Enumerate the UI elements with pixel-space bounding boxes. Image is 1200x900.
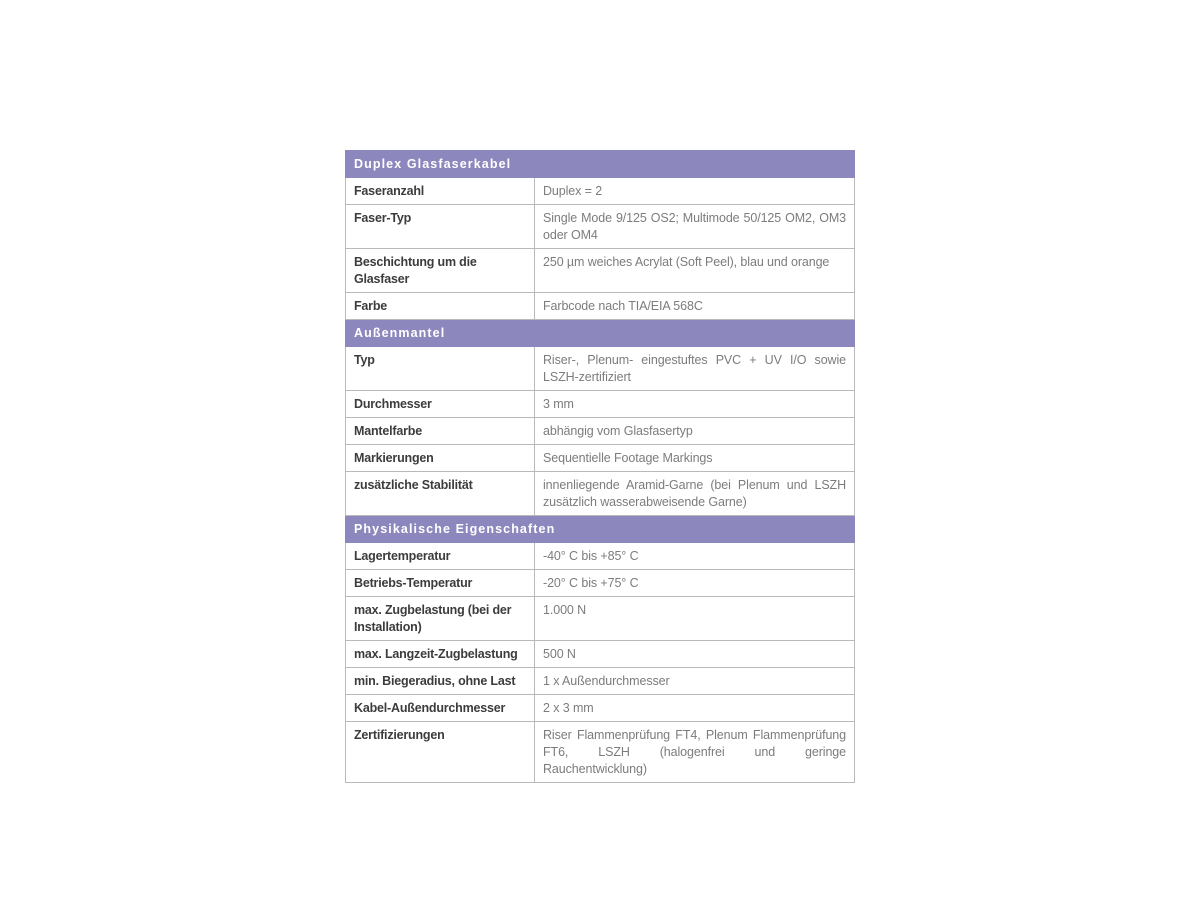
row-label: max. Langzeit-Zugbelastung bbox=[346, 641, 535, 668]
row-label: Typ bbox=[346, 347, 535, 391]
row-value: innenliegende Aramid-Garne (bei Plenum und LSZH zusätzlich wasserabweisende Garne) bbox=[535, 472, 855, 516]
table-row bbox=[346, 178, 855, 205]
row-label: Faser-Typ bbox=[346, 205, 535, 249]
row-label: max. Zugbelastung (bei der Installation) bbox=[346, 597, 535, 641]
table-row bbox=[346, 641, 855, 668]
section-title: Duplex Glasfaserkabel bbox=[346, 151, 855, 178]
row-value: -20° C bis +75° C bbox=[535, 570, 855, 597]
row-value: Duplex = 2 bbox=[535, 178, 855, 205]
row-value: 3 mm bbox=[535, 391, 855, 418]
table-row bbox=[346, 543, 855, 570]
row-value: Riser-, Plenum- eingestuftes PVC + UV I/O sowie LSZH-zertifiziert bbox=[535, 347, 855, 391]
row-label: Betriebs-Temperatur bbox=[346, 570, 535, 597]
table-row bbox=[346, 418, 855, 445]
table-row bbox=[346, 597, 855, 641]
row-value: Farbcode nach TIA/EIA 568C bbox=[535, 293, 855, 320]
table-row bbox=[346, 293, 855, 320]
table-row bbox=[346, 391, 855, 418]
row-value: Riser Flammenprüfung FT4, Plenum Flammenprüfung FT6, LSZH (halogenfrei und geringe Rauchentwicklung) bbox=[535, 722, 855, 783]
row-value: 250 µm weiches Acrylat (Soft Peel), blau und orange bbox=[535, 249, 855, 293]
row-value: 500 N bbox=[535, 641, 855, 668]
row-label: zusätzliche Stabilität bbox=[346, 472, 535, 516]
row-value: 2 x 3 mm bbox=[535, 695, 855, 722]
table-row bbox=[346, 570, 855, 597]
section-header-duplex bbox=[346, 151, 855, 178]
row-label: Lagertemperatur bbox=[346, 543, 535, 570]
row-value: 1.000 N bbox=[535, 597, 855, 641]
row-value: Single Mode 9/125 OS2; Multimode 50/125 OM2, OM3 oder OM4 bbox=[535, 205, 855, 249]
row-value: Sequentielle Footage Markings bbox=[535, 445, 855, 472]
row-label: Durchmesser bbox=[346, 391, 535, 418]
section-header-aussenmantel bbox=[346, 320, 855, 347]
row-label: Zertifizierungen bbox=[346, 722, 535, 783]
table-row bbox=[346, 445, 855, 472]
row-label: Mantelfarbe bbox=[346, 418, 535, 445]
section-header-physikalische-eigenschaften bbox=[346, 516, 855, 543]
section-title: Physikalische Eigenschaften bbox=[346, 516, 855, 543]
row-label: Farbe bbox=[346, 293, 535, 320]
row-label: min. Biegeradius, ohne Last bbox=[346, 668, 535, 695]
spec-table-body bbox=[346, 151, 855, 783]
row-label: Markierungen bbox=[346, 445, 535, 472]
table-row bbox=[346, 722, 855, 783]
table-row bbox=[346, 668, 855, 695]
section-title: Außenmantel bbox=[346, 320, 855, 347]
table-row bbox=[346, 205, 855, 249]
row-label: Kabel-Außendurchmesser bbox=[346, 695, 535, 722]
row-value: 1 x Außendurchmesser bbox=[535, 668, 855, 695]
row-label: Beschichtung um die Glasfaser bbox=[346, 249, 535, 293]
row-label: Faseranzahl bbox=[346, 178, 535, 205]
row-value: abhängig vom Glasfasertyp bbox=[535, 418, 855, 445]
table-row bbox=[346, 472, 855, 516]
table-row bbox=[346, 347, 855, 391]
table-row bbox=[346, 695, 855, 722]
spec-table bbox=[345, 150, 855, 783]
table-row bbox=[346, 249, 855, 293]
row-value: -40° C bis +85° C bbox=[535, 543, 855, 570]
